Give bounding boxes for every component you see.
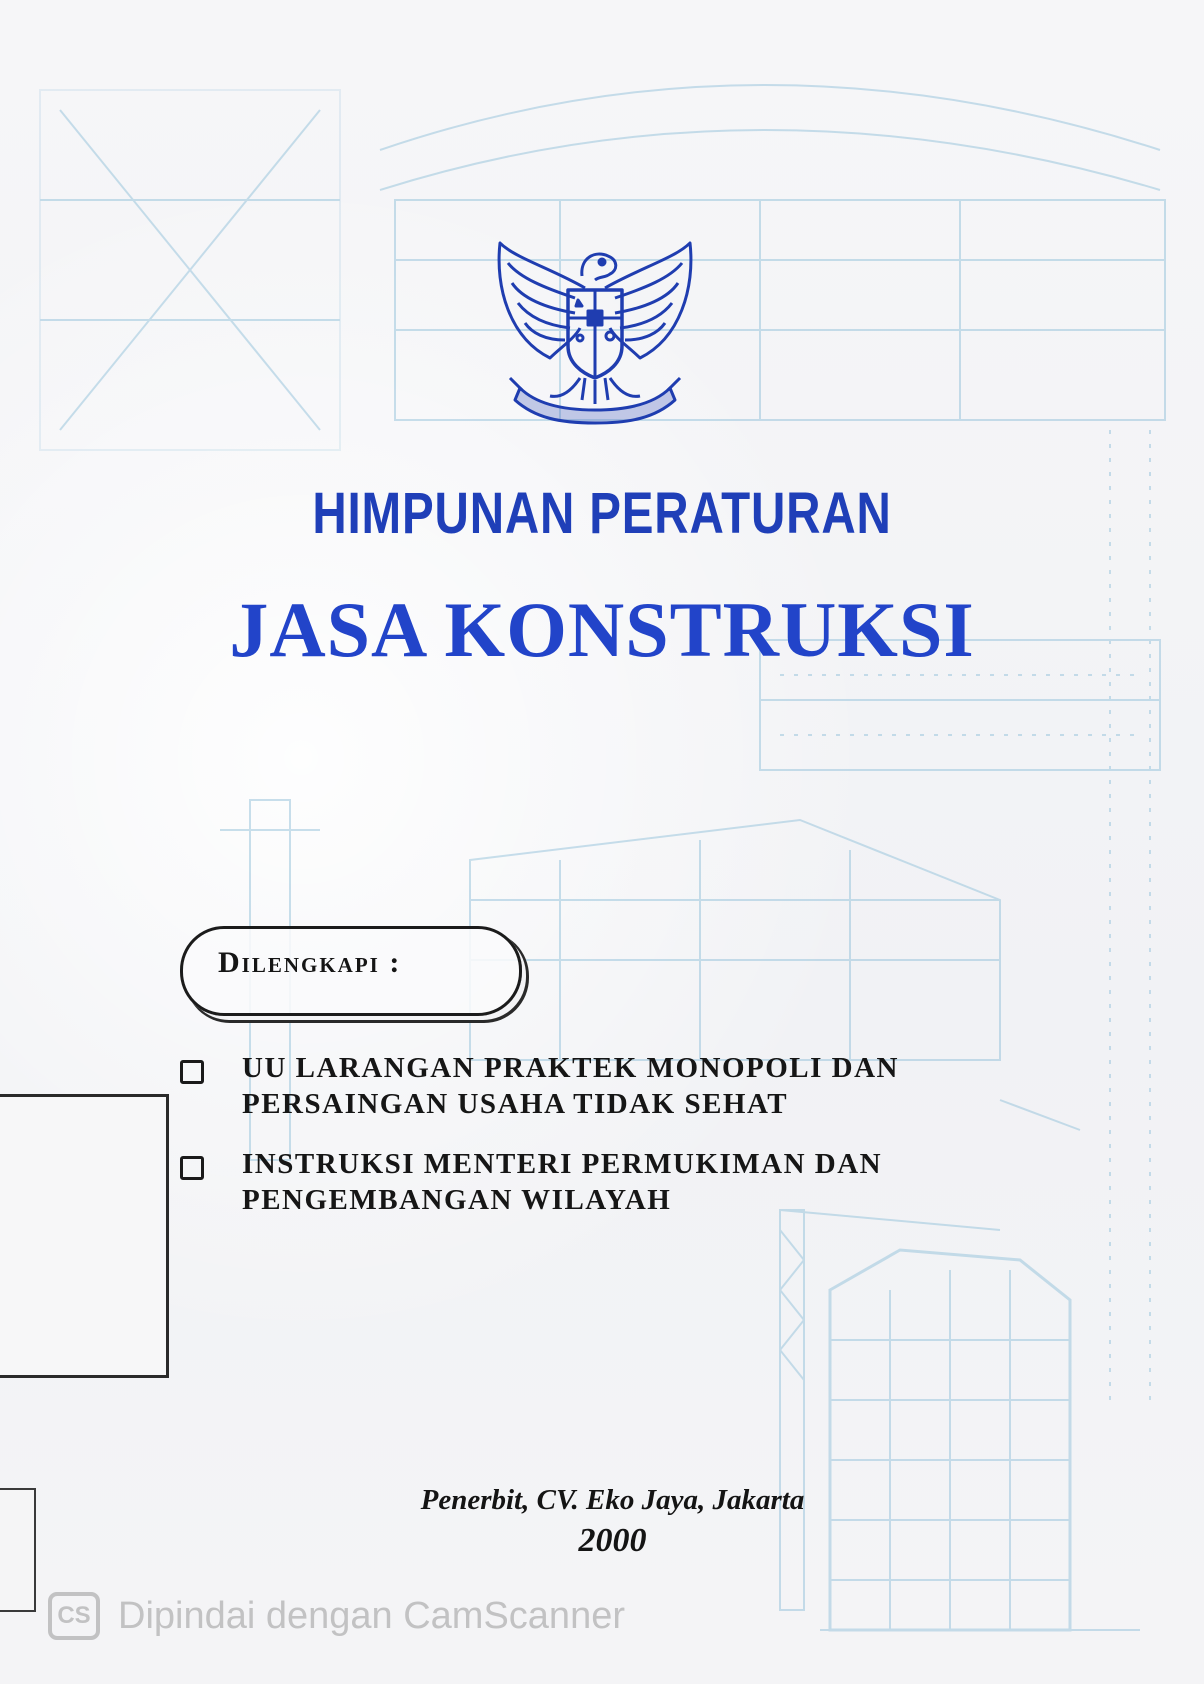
supplement-item-line: PERSAINGAN USAHA TIDAK SEHAT [242,1088,789,1120]
watermark-text: Dipindai dengan CamScanner [118,1594,625,1637]
camscanner-logo-icon: CS [48,1592,100,1640]
supplement-label: Dilengkapi : [218,946,402,979]
checkbox-bullet-icon [180,1156,204,1180]
checkbox-bullet-icon [180,1060,204,1084]
title-line-2: JASA KONSTRUKSI [229,586,975,673]
title-line-1: HIMPUNAN PERATURAN [312,481,892,546]
garuda-emblem-icon [490,228,700,438]
publisher-line: Penerbit, CV. Eko Jaya, Jakarta [420,1484,805,1516]
scanner-watermark [48,1590,625,1642]
library-label-sticker [0,1094,169,1378]
supplement-item-line: UU LARANGAN PRAKTEK MONOPOLI DAN [242,1052,899,1084]
publication-year: 2000 [578,1522,647,1559]
supplement-item-line: PENGEMBANGAN WILAYAH [242,1184,672,1216]
supplement-item-line: INSTRUKSI MENTERI PERMUKIMAN DAN [242,1148,883,1180]
